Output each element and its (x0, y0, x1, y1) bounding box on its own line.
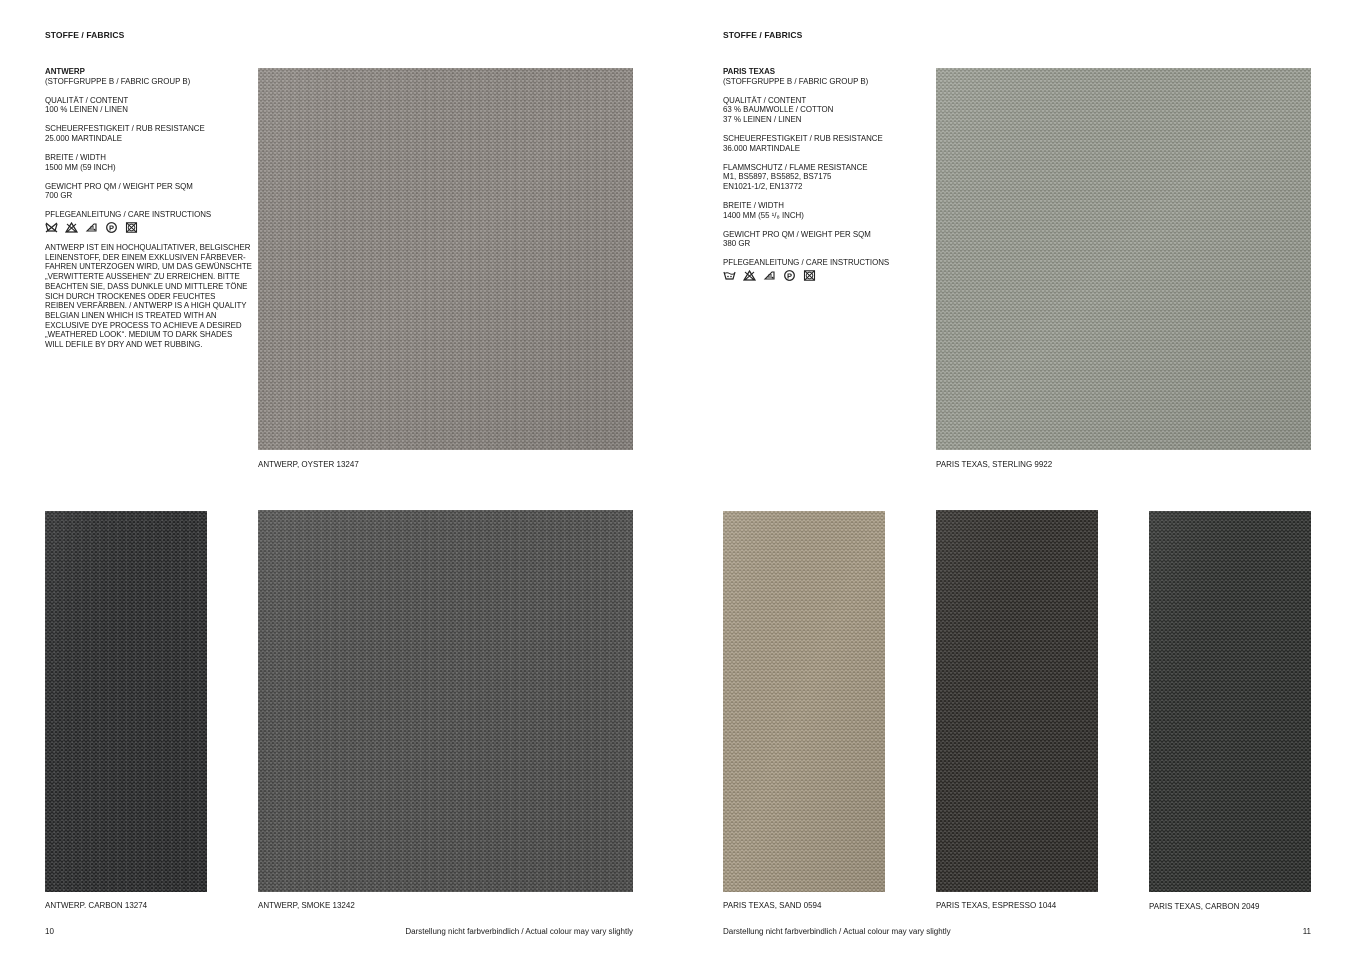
spec-value: 380 GR (723, 239, 751, 249)
fabric-name: ANTWERP (45, 67, 85, 76)
spec-value: 37 % LEINEN / LINEN (723, 114, 802, 124)
swatch-antwerp-oyster (258, 68, 633, 450)
no-tumble-dry-icon (85, 222, 98, 233)
spec-value: 100 % LEINEN / LINEN (45, 105, 128, 115)
spec-content (45, 96, 250, 115)
spec-value: 63 % BAUMWOLLE / COTTON (723, 105, 834, 115)
right-fabric-info (723, 67, 889, 291)
spec-value: 25.000 MARTINDALE (45, 133, 123, 143)
fabric-description (45, 243, 250, 350)
spec-rub-resistance (45, 124, 250, 143)
care-icons (723, 270, 889, 281)
swatch-caption: PARIS TEXAS, STERLING 9922 (936, 460, 1053, 469)
care-label: PFLEGEANLEITUNG / CARE INSTRUCTIONS (723, 258, 890, 268)
svg-text:P: P (108, 223, 115, 233)
spec-label: SCHEUERFESTIGKEIT / RUB RESISTANCE (723, 133, 883, 143)
swatch-paris-texas-espresso (936, 510, 1098, 892)
no-wash-icon (45, 222, 58, 233)
swatch-antwerp-carbon (45, 511, 207, 892)
spec-label: QUALITÄT / CONTENT (45, 95, 129, 105)
description-line: ANTWERP IST EIN HOCHQUALITATIVER, BELGISCHER (45, 243, 251, 253)
no-dry-clean-icon (803, 270, 816, 281)
no-bleach-icon (743, 270, 756, 281)
right-page-header: STOFFE / FABRICS (723, 30, 803, 40)
no-dry-clean-icon (125, 222, 138, 233)
swatch-caption: PARIS TEXAS, SAND 0594 (723, 901, 822, 910)
no-bleach-icon (65, 222, 78, 233)
fabric-group: (STOFFGRUPPE B / FABRIC GROUP B) (45, 76, 191, 86)
spec-value: M1, BS5897, BS5852, BS7175 (723, 172, 832, 182)
swatch-paris-texas-sterling (936, 68, 1311, 450)
spec-label: BREITE / WIDTH (45, 153, 106, 163)
left-fabric-info (45, 67, 250, 350)
swatch-paris-texas-carbon (1149, 511, 1311, 892)
spec-value: 1500 MM (59 INCH) (45, 162, 116, 172)
description-line: „WEATHERED LOOK“. MEDIUM TO DARK SHADES (45, 330, 233, 340)
spec-label: SCHEUERFESTIGKEIT / RUB RESISTANCE (45, 124, 205, 134)
footnote: Darstellung nicht farbverbindlich / Actual colour may vary slightly (405, 927, 633, 936)
page-number: 10 (45, 927, 54, 936)
spec-flame-resistance (723, 163, 889, 192)
spec-label: FLAMMSCHUTZ / FLAME RESISTANCE (723, 162, 868, 172)
swatch-caption: ANTWERP, OYSTER 13247 (258, 460, 359, 469)
description-line: BEACHTEN SIE, DASS DUNKLE UND MITTLERE TÖNE (45, 281, 248, 291)
swatch-caption: PARIS TEXAS, ESPRESSO 1044 (936, 901, 1057, 910)
description-line: FAHREN UNTERZOGEN WIRD, UM DAS GEWÜNSCHTE (45, 262, 252, 272)
spec-value: 700 GR (45, 191, 73, 201)
spec-label: GEWICHT PRO QM / WEIGHT PER SQM (723, 229, 871, 239)
swatch-caption: ANTWERP, SMOKE 13242 (258, 901, 355, 910)
spec-value: EN1021-1/2, EN13772 (723, 181, 803, 191)
spec-value: 36.000 MARTINDALE (723, 143, 801, 153)
description-line: EXCLUSIVE DYE PROCESS TO ACHIEVE A DESIRED (45, 320, 242, 330)
left-page-header: STOFFE / FABRICS (45, 30, 125, 40)
dry-clean-p-icon (105, 222, 118, 233)
footnote: Darstellung nicht farbverbindlich / Actual colour may vary slightly (723, 927, 951, 936)
spec-value: 1400 MM (55 ¹/₈ INCH) (723, 210, 804, 220)
page-number: 11 (1302, 927, 1311, 936)
spec-label: GEWICHT PRO QM / WEIGHT PER SQM (45, 181, 193, 191)
care-label: PFLEGEANLEITUNG / CARE INSTRUCTIONS (45, 210, 212, 220)
svg-text:P: P (786, 271, 793, 281)
description-line: REIBEN VERFÄRBEN. / ANTWERP IS A HIGH QUALITY (45, 301, 247, 311)
spec-rub-resistance (723, 134, 889, 153)
description-line: LEINENSTOFF, DER EINEM EXKLUSIVEN FÄRBEVER- (45, 252, 246, 262)
spec-label: BREITE / WIDTH (723, 200, 784, 210)
care-icons (45, 222, 250, 233)
description-line: „VERWITTERTE AUSSEHEN“ ZU ERREICHEN. BITTE (45, 272, 240, 282)
spec-weight (723, 230, 889, 249)
swatch-paris-texas-sand (723, 511, 885, 892)
swatch-caption: ANTWERP. CARBON 13274 (45, 901, 148, 910)
description-line: SICH DURCH TROCKENES ODER FEUCHTES (45, 291, 216, 301)
spec-width (45, 153, 250, 172)
swatch-antwerp-smoke (258, 510, 633, 892)
description-line: WILL DEFILE BY DRY AND WET RUBBING. (45, 340, 203, 350)
fabric-name: PARIS TEXAS (723, 67, 776, 76)
no-tumble-dry-icon (763, 270, 776, 281)
spec-content (723, 96, 889, 125)
spec-weight (45, 182, 250, 201)
fabric-group: (STOFFGRUPPE B / FABRIC GROUP B) (723, 76, 869, 86)
spec-width (723, 201, 889, 220)
spec-label: QUALITÄT / CONTENT (723, 95, 807, 105)
wash-30-icon (723, 270, 736, 281)
dry-clean-p-icon (783, 270, 796, 281)
description-line: BELGIAN LINEN WHICH IS TREATED WITH AN (45, 310, 217, 320)
swatch-caption: PARIS TEXAS, CARBON 2049 (1149, 902, 1260, 911)
